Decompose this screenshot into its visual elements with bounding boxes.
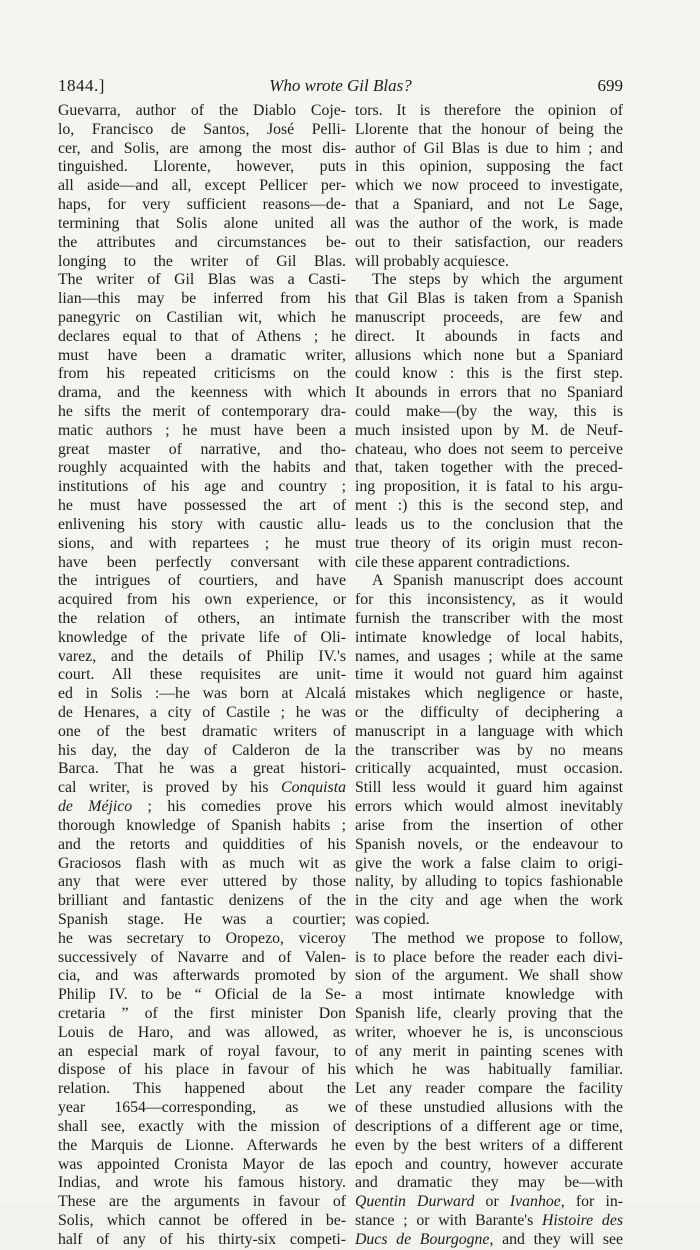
text-line: tinguished. Llorente, however, puts: [58, 158, 346, 176]
text-line: his day, the day of Calderon de la: [58, 741, 346, 759]
text-segment: cal writer, is proved by his: [58, 779, 282, 797]
text-line: haps, for very sufficient reasons—de-: [58, 196, 346, 214]
text-line: arise from the insertion of other: [355, 816, 623, 834]
text-line: Spanish life, clearly proving that the: [355, 1005, 623, 1022]
text-line: lo, Francisco de Santos, José Pelli-: [58, 120, 346, 138]
text-line: roughly acquainted with the habits and: [58, 459, 346, 477]
text-line: the transcriber was by no means: [355, 741, 623, 759]
text-line: furnish the transcriber with the most: [355, 609, 623, 627]
text-line: manuscript proceeds, are few and: [355, 308, 623, 326]
text-segment: , and they will see: [489, 1230, 624, 1248]
text-line: The method we propose to follow,: [372, 929, 623, 947]
text-line: chateau, who does not seem to perceive: [355, 440, 623, 458]
text-line: which he was habitually familiar.: [355, 1061, 623, 1079]
text-line: errors which would almost inevitably: [355, 798, 623, 816]
italic-title-text: Quentin Durward: [355, 1193, 475, 1211]
text-line: brilliant and fantastic denizens of the: [58, 892, 346, 910]
text-line: ed in Solis :—he was born at Alcalá: [58, 685, 346, 703]
text-line: termining that Solis alone united all: [58, 214, 346, 232]
text-line: Louis de Haro, and was allowed, as: [58, 1023, 346, 1041]
text-line: Barca. That he was a great histori-: [58, 760, 346, 778]
text-line: cretaria ” of the first minister Don: [58, 1005, 346, 1022]
text-line: writer, whoever he is, is unconscious: [355, 1023, 623, 1041]
text-line: and dramatic they may be—with: [355, 1174, 623, 1192]
text-line: direct. It abounds in facts and: [355, 327, 623, 345]
text-segment: stance ; or with Barante's: [355, 1211, 542, 1229]
text-line: declares equal to that of Athens ; he: [58, 327, 346, 345]
text-line: knowledge of the private life of Oli-: [58, 628, 346, 646]
text-line: much insisted upon by M. de Neuf-: [355, 421, 623, 439]
text-line: ing proposition, it is fatal to his argu-: [355, 478, 623, 496]
text-line: is to place before the reader each divi-: [355, 948, 623, 966]
right-text-column: [355, 102, 623, 1250]
text-line: Llorente that the honour of being the: [355, 120, 623, 138]
text-line: enlivening his story with caustic allu-: [58, 515, 346, 533]
text-line: Spanish novels, or the endeavour to: [355, 835, 623, 853]
text-line: could make—(by the way, this is: [355, 403, 623, 420]
text-line: which we now proceed to investigate,: [355, 177, 623, 195]
text-line: the relation of others, an intimate: [58, 609, 346, 627]
text-line: institutions of his age and country ;: [58, 478, 346, 496]
text-line: must have been a dramatic writer,: [58, 346, 346, 364]
text-line: he sifts the merit of contemporary dra-: [58, 403, 346, 420]
text-line: the intrigues of courtiers, and have: [58, 572, 346, 590]
text-line: one of the best dramatic writers of: [58, 722, 346, 740]
text-line: lian—this may be inferred from his: [58, 290, 346, 308]
text-line: a most intimate knowledge with: [355, 986, 623, 1004]
text-line: cia, and was afterwards promoted by: [58, 967, 346, 985]
text-line: the attributes and circumstances be-: [58, 233, 346, 251]
italic-title-text: Histoire des: [541, 1211, 623, 1229]
text-line: A Spanish manuscript does account: [372, 572, 623, 590]
text-line: could know : this is the first step.: [355, 365, 623, 383]
italic-title-text: Ivanhoe: [509, 1193, 561, 1211]
text-line: sions, and with repartees ; he must: [58, 534, 346, 552]
text-line: cile these apparent contradictions.: [355, 553, 570, 571]
text-line: drama, and the keenness with which: [58, 384, 346, 402]
text-line: he must have possessed the art of: [58, 497, 346, 515]
text-line: great master of narrative, and tho-: [58, 440, 346, 458]
text-line: relation. This happened about the: [58, 1080, 346, 1098]
text-line: was copied.: [355, 910, 430, 928]
italic-title-text: Conquista: [281, 779, 346, 797]
text-line: in the city and age when the work: [355, 892, 623, 910]
text-line: de Henares, a city of Castile ; he was: [58, 704, 346, 721]
text-line: the Marquis de Lionne. Afterwards he: [58, 1136, 346, 1154]
text-line: Guevarra, author of the Diablo Coje-: [58, 102, 346, 119]
text-line: tors. It is therefore the opinion of: [355, 102, 623, 119]
text-line: of any merit in painting scenes with: [355, 1042, 623, 1060]
text-line: successively of Navarre and of Valen-: [58, 948, 346, 966]
text-line: cer, and Solis, are among the most dis-: [58, 139, 346, 157]
text-segment: , for in-: [560, 1193, 623, 1211]
text-line: true theory of its origin must recon-: [355, 534, 623, 552]
text-line: It abounds in errors that no Spaniard: [355, 384, 623, 402]
text-segment: ; his comedies prove his: [132, 798, 346, 816]
text-line: descriptions of a different age or time,: [355, 1117, 623, 1135]
text-line: allusions which none but a Spaniard: [355, 346, 623, 364]
text-line: for this inconsistency, as it would: [355, 591, 623, 609]
text-line: intimate knowledge of local habits,: [355, 628, 623, 646]
text-line: half of any of his thirty-six competi-: [58, 1230, 346, 1248]
text-line: that Gil Blas is taken from a Spanish: [355, 290, 623, 308]
italic-title-text: Ducs de Bourgogne: [355, 1230, 490, 1248]
text-line: acquired from his own experience, or: [58, 591, 346, 609]
text-line: Spanish stage. He was a courtier;: [58, 910, 346, 928]
text-line: thorough knowledge of Spanish habits ;: [58, 816, 346, 834]
text-line: Let any reader compare the facility: [355, 1080, 623, 1098]
text-line: Philip IV. to be “ Oficial de la Se-: [58, 986, 346, 1004]
text-line: that a Spaniard, and not Le Sage,: [355, 196, 623, 214]
text-line: that, taken together with the preced-: [355, 459, 623, 477]
left-text-column: [58, 102, 346, 1250]
text-line: from his repeated criticisms on the: [58, 365, 346, 383]
text-line: Solis, which cannot be offered in be-: [58, 1211, 346, 1229]
text-line: longing to the writer of Gil Blas.: [58, 252, 346, 270]
text-line: These are the arguments in favour of: [58, 1193, 346, 1211]
text-line: give the work a false claim to origi-: [355, 854, 623, 872]
text-line: in this opinion, supposing the fact: [355, 158, 623, 176]
text-line: year 1654—corresponding, as we: [58, 1099, 346, 1117]
running-head-year: 1844.]: [58, 76, 105, 95]
text-line: Indias, and wrote his famous history.: [58, 1174, 346, 1192]
text-line: nality, by alluding to topics fashionable: [355, 873, 623, 891]
text-line: mistakes which negligence or haste,: [355, 685, 623, 703]
text-line: varez, and the details of Philip IV.'s: [58, 647, 346, 665]
text-segment: or: [474, 1193, 510, 1211]
text-line: Still less would it guard him against: [355, 779, 623, 797]
text-line: will probably acquiesce.: [355, 252, 509, 270]
text-line: manuscript in a language with which: [355, 722, 623, 740]
text-line: critically acquainted, must occasion.: [355, 760, 623, 778]
text-line: time it would not guard him against: [355, 666, 623, 684]
text-line: epoch and country, however accurate: [355, 1155, 623, 1173]
text-line: sion of the argument. We shall show: [355, 967, 623, 985]
text-line: leads us to the conclusion that the: [355, 515, 623, 533]
running-head-title: Who wrote Gil Blas?: [269, 76, 412, 95]
running-head: [58, 76, 623, 98]
text-line: or the difficulty of deciphering a: [355, 704, 623, 721]
text-line: and the retorts and quiddities of his: [58, 835, 346, 853]
text-line: panegyric on Castilian wit, which he: [58, 308, 346, 326]
text-line: The writer of Gil Blas was a Casti-: [58, 271, 346, 289]
text-line: was the author of the work, is made: [355, 214, 623, 232]
page-number: 699: [597, 76, 623, 95]
text-line: he was secretary to Oropezo, viceroy: [58, 929, 346, 947]
text-line: [58, 798, 346, 817]
text-line: dispose of his place in favour of his: [58, 1061, 346, 1079]
text-line: shall see, exactly with the mission of: [58, 1117, 346, 1135]
text-line: an especial mark of royal favour, to: [58, 1042, 346, 1060]
text-line: out to their satisfaction, our readers: [355, 233, 623, 251]
text-line: names, and usages ; while at the same: [355, 647, 623, 665]
text-line: ment :) this is the second step, and: [355, 497, 623, 515]
text-line: The steps by which the argument: [372, 271, 623, 289]
text-line: [58, 779, 346, 798]
text-line: [355, 1231, 623, 1250]
text-line: any that were ever uttered by those: [58, 873, 346, 891]
text-line: all aside—and all, except Pellicer per-: [58, 177, 346, 195]
text-line: matic authors ; he must have been a: [58, 421, 346, 439]
text-line: author of Gil Blas is due to him ; and: [355, 139, 623, 157]
text-line: have been perfectly conversant with: [58, 553, 346, 571]
text-line: [355, 1193, 623, 1212]
text-line: was appointed Cronista Mayor de las: [58, 1155, 346, 1173]
text-line: Graciosos flash with as much wit as: [58, 854, 346, 872]
text-line: [355, 1212, 623, 1231]
text-line: even by the best writers of a different: [355, 1136, 623, 1154]
text-line: of these unstudied allusions with the: [355, 1099, 623, 1117]
italic-title-text: de Méjico: [58, 798, 133, 816]
text-line: court. All these requisites are unit-: [58, 666, 346, 684]
